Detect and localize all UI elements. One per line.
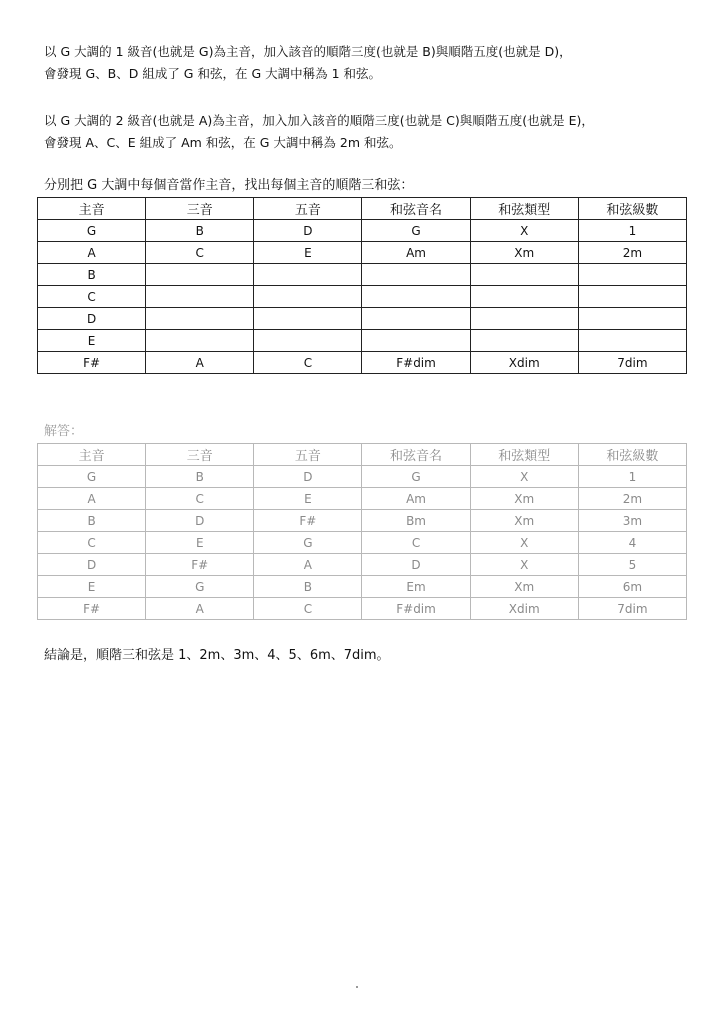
col-header-chord-degree: 和弦級數 (578, 444, 686, 466)
col-header-chord-name: 和弦音名 (362, 198, 470, 220)
intro-p2-line1: 以 G 大調的 2 級音(也就是 A)為主音，加入加入該音的順階三度(也就是 C)與順階五度(也就是 E)， (44, 113, 594, 128)
cell-third: C (146, 488, 254, 510)
cell-chord-type: X (470, 532, 578, 554)
col-header-third: 三音 (146, 198, 254, 220)
table-row (38, 576, 687, 598)
cell-fifth: G (254, 532, 362, 554)
exercise-header-row (38, 198, 687, 220)
cell-root: D (38, 308, 146, 330)
cell-fifth: B (254, 576, 362, 598)
intro-p1-line1: 以 G 大調的 1 級音(也就是 G)為主音，加入該音的順階三度(也就是 B)與順階五度(也就是 D)， (44, 44, 572, 59)
table-row (38, 286, 687, 308)
cell-fifth: E (254, 488, 362, 510)
cell-fifth: D (254, 220, 362, 242)
cell-chord-type (470, 286, 578, 308)
col-header-chord-name: 和弦音名 (362, 444, 470, 466)
cell-chord-type: Xm (470, 576, 578, 598)
cell-chord-name: G (362, 466, 470, 488)
cell-chord-name: F#dim (362, 598, 470, 620)
cell-chord-name (362, 330, 470, 352)
cell-fifth: D (254, 466, 362, 488)
table-row (38, 220, 687, 242)
cell-chord-degree: 4 (578, 532, 686, 554)
cell-chord-name: Em (362, 576, 470, 598)
cell-chord-degree: 5 (578, 554, 686, 576)
table-row (38, 352, 687, 374)
cell-chord-degree (578, 264, 686, 286)
cell-chord-degree (578, 286, 686, 308)
cell-chord-degree: 2m (578, 488, 686, 510)
cell-root: G (38, 466, 146, 488)
cell-chord-name: Am (362, 488, 470, 510)
table-row (38, 510, 687, 532)
table-row (38, 330, 687, 352)
col-header-fifth: 五音 (254, 198, 362, 220)
cell-chord-type: Xm (470, 242, 578, 264)
cell-chord-degree: 7dim (578, 352, 686, 374)
cell-chord-degree: 3m (578, 510, 686, 532)
cell-root: A (38, 488, 146, 510)
cell-chord-type: Xm (470, 510, 578, 532)
intro-p1-line2: 會發現 G、B、D 組成了 G 和弦，在 G 大調中稱為 1 和弦。 (44, 66, 382, 81)
cell-fifth: C (254, 598, 362, 620)
cell-root: D (38, 554, 146, 576)
cell-root: F# (38, 352, 146, 374)
table-row (38, 466, 687, 488)
cell-third: D (146, 510, 254, 532)
conclusion-text: 結論是，順階三和弦是 1、2m、3m、4、5、6m、7dim。 (44, 648, 390, 663)
cell-third: A (146, 598, 254, 620)
cell-root: C (38, 286, 146, 308)
exercise-title: 分別把 G 大調中每個音當作主音，找出每個主音的順階三和弦： (44, 178, 414, 193)
cell-chord-degree: 2m (578, 242, 686, 264)
cell-third: E (146, 532, 254, 554)
cell-chord-name: F#dim (362, 352, 470, 374)
cell-chord-type (470, 264, 578, 286)
col-header-fifth: 五音 (254, 444, 362, 466)
table-row (38, 488, 687, 510)
cell-third: G (146, 576, 254, 598)
cell-third: C (146, 242, 254, 264)
col-header-third: 三音 (146, 444, 254, 466)
cell-chord-type: X (470, 220, 578, 242)
cell-fifth: E (254, 242, 362, 264)
cell-chord-type: X (470, 554, 578, 576)
page-footer-mark (356, 986, 358, 988)
cell-chord-type: X (470, 466, 578, 488)
cell-root: E (38, 576, 146, 598)
cell-chord-name (362, 264, 470, 286)
cell-fifth (254, 264, 362, 286)
cell-fifth (254, 308, 362, 330)
answer-header-row (38, 444, 687, 466)
cell-chord-degree: 1 (578, 466, 686, 488)
intro-p2-line2: 會發現 A、C、E 組成了 Am 和弦，在 G 大調中稱為 2m 和弦。 (44, 135, 402, 150)
cell-root: B (38, 264, 146, 286)
cell-third: B (146, 466, 254, 488)
cell-chord-type (470, 308, 578, 330)
cell-third (146, 286, 254, 308)
cell-chord-degree: 6m (578, 576, 686, 598)
cell-root: A (38, 242, 146, 264)
cell-root: E (38, 330, 146, 352)
intro-paragraph-2 (44, 110, 694, 154)
cell-root: C (38, 532, 146, 554)
cell-fifth (254, 286, 362, 308)
cell-third (146, 264, 254, 286)
table-row (38, 264, 687, 286)
cell-chord-type: Xdim (470, 352, 578, 374)
cell-fifth: F# (254, 510, 362, 532)
table-row (38, 598, 687, 620)
cell-third: A (146, 352, 254, 374)
cell-chord-degree (578, 330, 686, 352)
answer-table (37, 443, 687, 620)
cell-third (146, 308, 254, 330)
cell-third (146, 330, 254, 352)
cell-chord-degree: 7dim (578, 598, 686, 620)
cell-chord-name (362, 286, 470, 308)
cell-fifth: C (254, 352, 362, 374)
col-header-chord-degree: 和弦級數 (578, 198, 686, 220)
cell-root: B (38, 510, 146, 532)
cell-chord-name (362, 308, 470, 330)
cell-chord-type: Xdim (470, 598, 578, 620)
cell-third: B (146, 220, 254, 242)
intro-paragraph-1 (44, 41, 694, 85)
table-row (38, 308, 687, 330)
answer-title: 解答： (44, 424, 84, 439)
cell-chord-name: D (362, 554, 470, 576)
cell-fifth: A (254, 554, 362, 576)
col-header-chord-type: 和弦類型 (470, 198, 578, 220)
cell-chord-degree (578, 308, 686, 330)
cell-chord-name: C (362, 532, 470, 554)
col-header-chord-type: 和弦類型 (470, 444, 578, 466)
table-row (38, 242, 687, 264)
cell-fifth (254, 330, 362, 352)
cell-root: F# (38, 598, 146, 620)
cell-chord-degree: 1 (578, 220, 686, 242)
col-header-root: 主音 (38, 444, 146, 466)
cell-chord-type (470, 330, 578, 352)
table-row (38, 532, 687, 554)
cell-chord-name: Bm (362, 510, 470, 532)
cell-chord-name: G (362, 220, 470, 242)
cell-root: G (38, 220, 146, 242)
exercise-table (37, 197, 687, 374)
cell-chord-type: Xm (470, 488, 578, 510)
table-row (38, 554, 687, 576)
cell-third: F# (146, 554, 254, 576)
cell-chord-name: Am (362, 242, 470, 264)
col-header-root: 主音 (38, 198, 146, 220)
